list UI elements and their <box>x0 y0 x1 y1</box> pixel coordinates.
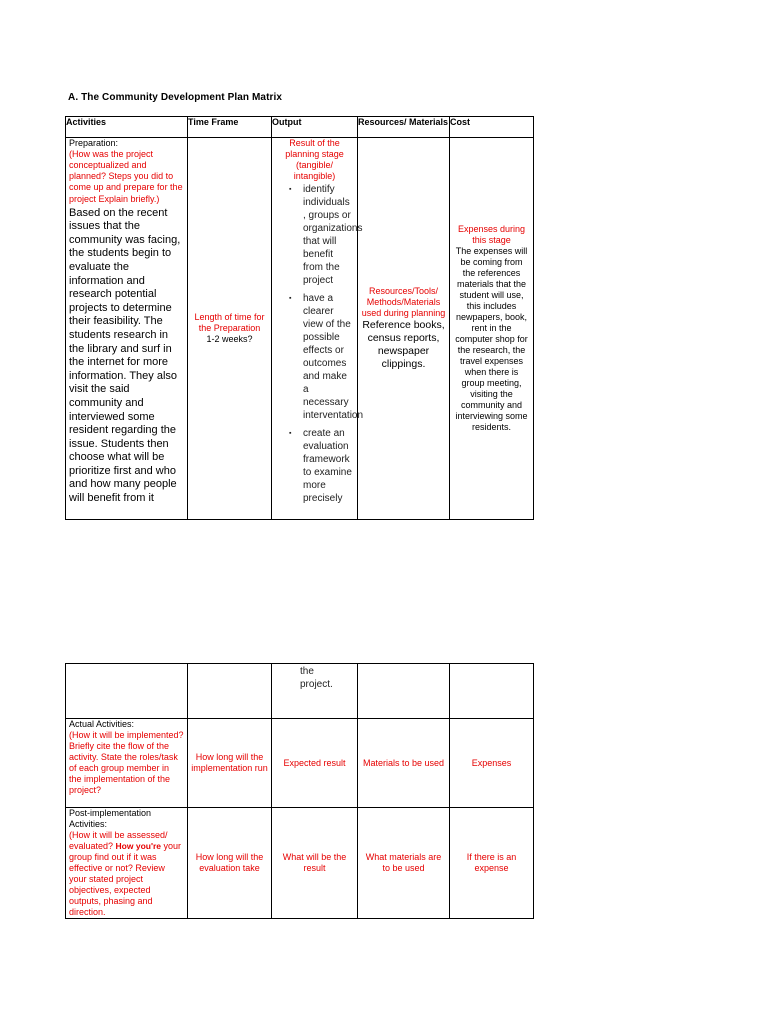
column-header-cost: Cost <box>450 117 534 138</box>
actual-guide: (How it will be implemented? Briefly cite the flow of the activity. State the roles/task of each group member in the implementation of the project? <box>69 730 184 795</box>
table-row-continuation <box>66 664 534 719</box>
empty-cell <box>450 664 534 719</box>
preparation-guide: (How was the project conceptualized and planned? Steps you did to come up and prepare for the project Explain briefly.) <box>69 149 183 204</box>
preparation-cost-guide: Expenses during this stage <box>457 224 526 245</box>
preparation-output-guide: Result of the planning stage (tangible/ intangible) <box>285 138 344 181</box>
continuation-output-text: the project. <box>300 666 333 690</box>
column-header-time-frame: Time Frame <box>188 117 272 138</box>
preparation-resources-answer: Reference books, census reports, newspaper clippings. <box>362 319 445 370</box>
actual-activities-cell <box>66 719 188 808</box>
plan-matrix-table <box>65 116 534 520</box>
empty-cell <box>358 664 450 719</box>
list-item: ▪ identify individuals , groups or organizations that will benefit from the project <box>303 183 354 287</box>
list-item: ▪ have a clearer view of the possible effects or outcomes and make a necessary interventation <box>303 292 354 422</box>
empty-cell <box>188 664 272 719</box>
header-row <box>66 117 534 138</box>
continuation-output-cell <box>272 664 358 719</box>
post-cost-cell: If there is an expense <box>450 808 534 919</box>
list-item: ▪ create an evaluation framework to examine more precisely <box>303 427 354 505</box>
preparation-cost-answer: The expenses will be coming from the references materials that the student will use, this includes newpapers, book, rent in the computer shop for the research, the travel expenses when there is group meeting, visiting the community and interviewing some residents. <box>455 246 528 432</box>
post-output-cell: What will be the result <box>272 808 358 919</box>
preparation-resources-cell <box>358 138 450 520</box>
plan-matrix-table-continued <box>65 663 534 919</box>
post-guide-bold: How you're <box>115 841 162 851</box>
preparation-time-cell <box>188 138 272 520</box>
post-guide-a: (How it will be assessed/ evaluated? <box>69 830 168 851</box>
preparation-time-answer: 1-2 weeks? <box>206 334 253 344</box>
column-header-resources: Resources/ Materials <box>358 117 450 138</box>
preparation-output-cell <box>272 138 364 520</box>
post-time-cell: How long will the evaluation take <box>188 808 272 919</box>
actual-label: Actual Activities: <box>69 719 135 729</box>
post-activities-cell <box>66 808 188 919</box>
column-header-output: Output <box>272 117 358 138</box>
page-heading: A. The Community Development Plan Matrix <box>68 92 283 103</box>
actual-time-cell: How long will the implementation run <box>188 719 272 808</box>
preparation-output-list <box>275 183 364 505</box>
actual-resources-cell: Materials to be used <box>358 719 450 808</box>
post-label: Post-implementation Activities: <box>69 808 152 829</box>
preparation-activities-cell <box>66 138 188 520</box>
preparation-resources-guide: Resources/Tools/ Methods/Materials used during planning <box>361 286 446 318</box>
preparation-label: Preparation: <box>69 138 119 148</box>
table-row-actual-activities <box>66 719 534 808</box>
empty-cell <box>66 664 188 719</box>
table-row-post-implementation <box>66 808 534 919</box>
post-resources-cell: What materials are to be used <box>358 808 450 919</box>
preparation-cost-cell <box>450 138 534 520</box>
preparation-time-guide: Length of time for the Preparation <box>194 312 265 333</box>
actual-cost-cell: Expenses <box>450 719 534 808</box>
actual-output-cell: Expected result <box>272 719 358 808</box>
preparation-answer: Based on the recent issues that the community was facing, the students begin to evaluate the information and research potential projects to determine their feasibility. The students research in the library and surf in the internet for more information. They also visit the said community and interviewed some resident regarding the issue. Students then choose what will be prioritize first and who and how many people will benefit from it <box>69 206 181 505</box>
column-header-activities: Activities <box>66 117 188 138</box>
table-row-preparation <box>66 138 534 520</box>
post-guide-b: your group find out if it was effective or not? Review your stated project objectives, expected outputs, phasing and direction. <box>69 841 182 917</box>
